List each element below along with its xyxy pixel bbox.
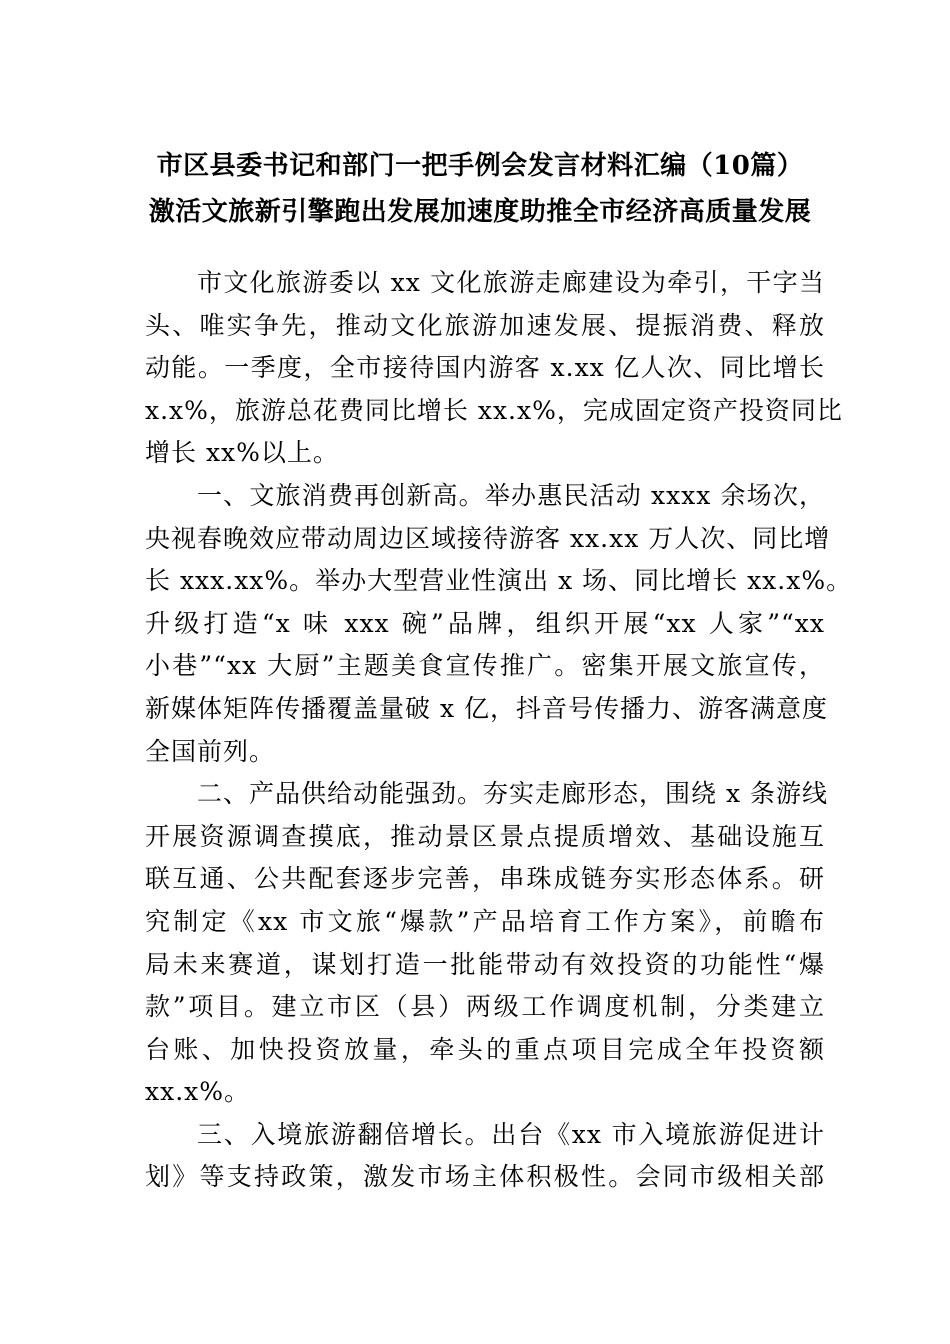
text-line: x.x%，旅游总花费同比增长 xx.x%，完成固定资产投资同比 bbox=[145, 395, 843, 425]
text-line: 升级打造“x 味 xxx 碗”品牌，组织开展“xx 人家”“xx bbox=[145, 608, 825, 638]
paragraph-section-2 bbox=[145, 773, 828, 1114]
text-line: 联互通、公共配套逐步完善，串珠成链夯实形态体系。研 bbox=[145, 864, 825, 894]
article-body bbox=[145, 262, 853, 1199]
text-line: 究制定《xx 市文旅“爆款”产品培育工作方案》，前瞻布 bbox=[145, 906, 825, 936]
paragraph-section-3 bbox=[145, 1114, 825, 1199]
document-title: 市区县委书记和部门一把手例会发言材料汇编（10篇） bbox=[156, 151, 804, 181]
text-line: 动能。一季度，全市接待国内游客 x.xx 亿人次、同比增长 bbox=[145, 353, 825, 383]
text-line: 小巷”“xx 大厨”主题美食宣传推广。密集开展文旅宣传， bbox=[145, 651, 825, 681]
text-line: 全国前列。 bbox=[145, 736, 276, 766]
text-line: xx.x%。 bbox=[145, 1077, 250, 1107]
paragraph-intro bbox=[145, 262, 843, 475]
text-line: 划》等支持政策，激发市场主体积极性。会同市级相关部 bbox=[145, 1162, 825, 1192]
paragraph-section-1 bbox=[145, 475, 853, 773]
text-line: 增长 xx%以上。 bbox=[145, 438, 339, 468]
text-line: 二、产品供给动能强劲。夯实走廊形态，围绕 x 条游线 bbox=[197, 779, 828, 809]
text-line: 开展资源调查摸底，推动景区景点提质增效、基础设施互 bbox=[145, 821, 825, 851]
article-title: 激活文旅新引擎跑出发展加速度助推全市经济高质量发展 bbox=[148, 197, 812, 227]
text-line: 三、入境旅游翻倍增长。出台《xx 市入境旅游促进计 bbox=[197, 1119, 825, 1149]
text-line: 新媒体矩阵传播覆盖量破 x 亿，抖音号传播力、游客满意度 bbox=[145, 693, 828, 723]
text-line: 头、唯实争先，推动文化旅游加速发展、提振消费、释放 bbox=[145, 310, 825, 340]
text-line: 局未来赛道，谋划打造一批能带动有效投资的功能性“爆 bbox=[145, 949, 825, 979]
text-line: 长 xxx.xx%。举办大型营业性演出 x 场、同比增长 xx.x%。 bbox=[145, 566, 853, 596]
text-line: 一、文旅消费再创新高。举办惠民活动 xxxx 余场次， bbox=[197, 480, 825, 510]
text-line: 市文化旅游委以 xx 文化旅游走廊建设为牵引，干字当 bbox=[197, 268, 825, 297]
text-line: 款”项目。建立市区（县）两级工作调度机制，分类建立 bbox=[145, 992, 825, 1022]
text-line: 台账、加快投资放量，牵头的重点项目完成全年投资额 bbox=[145, 1034, 825, 1064]
text-line: 央视春晚效应带动周边区域接待游客 xx.xx 万人次、同比增 bbox=[145, 523, 831, 553]
